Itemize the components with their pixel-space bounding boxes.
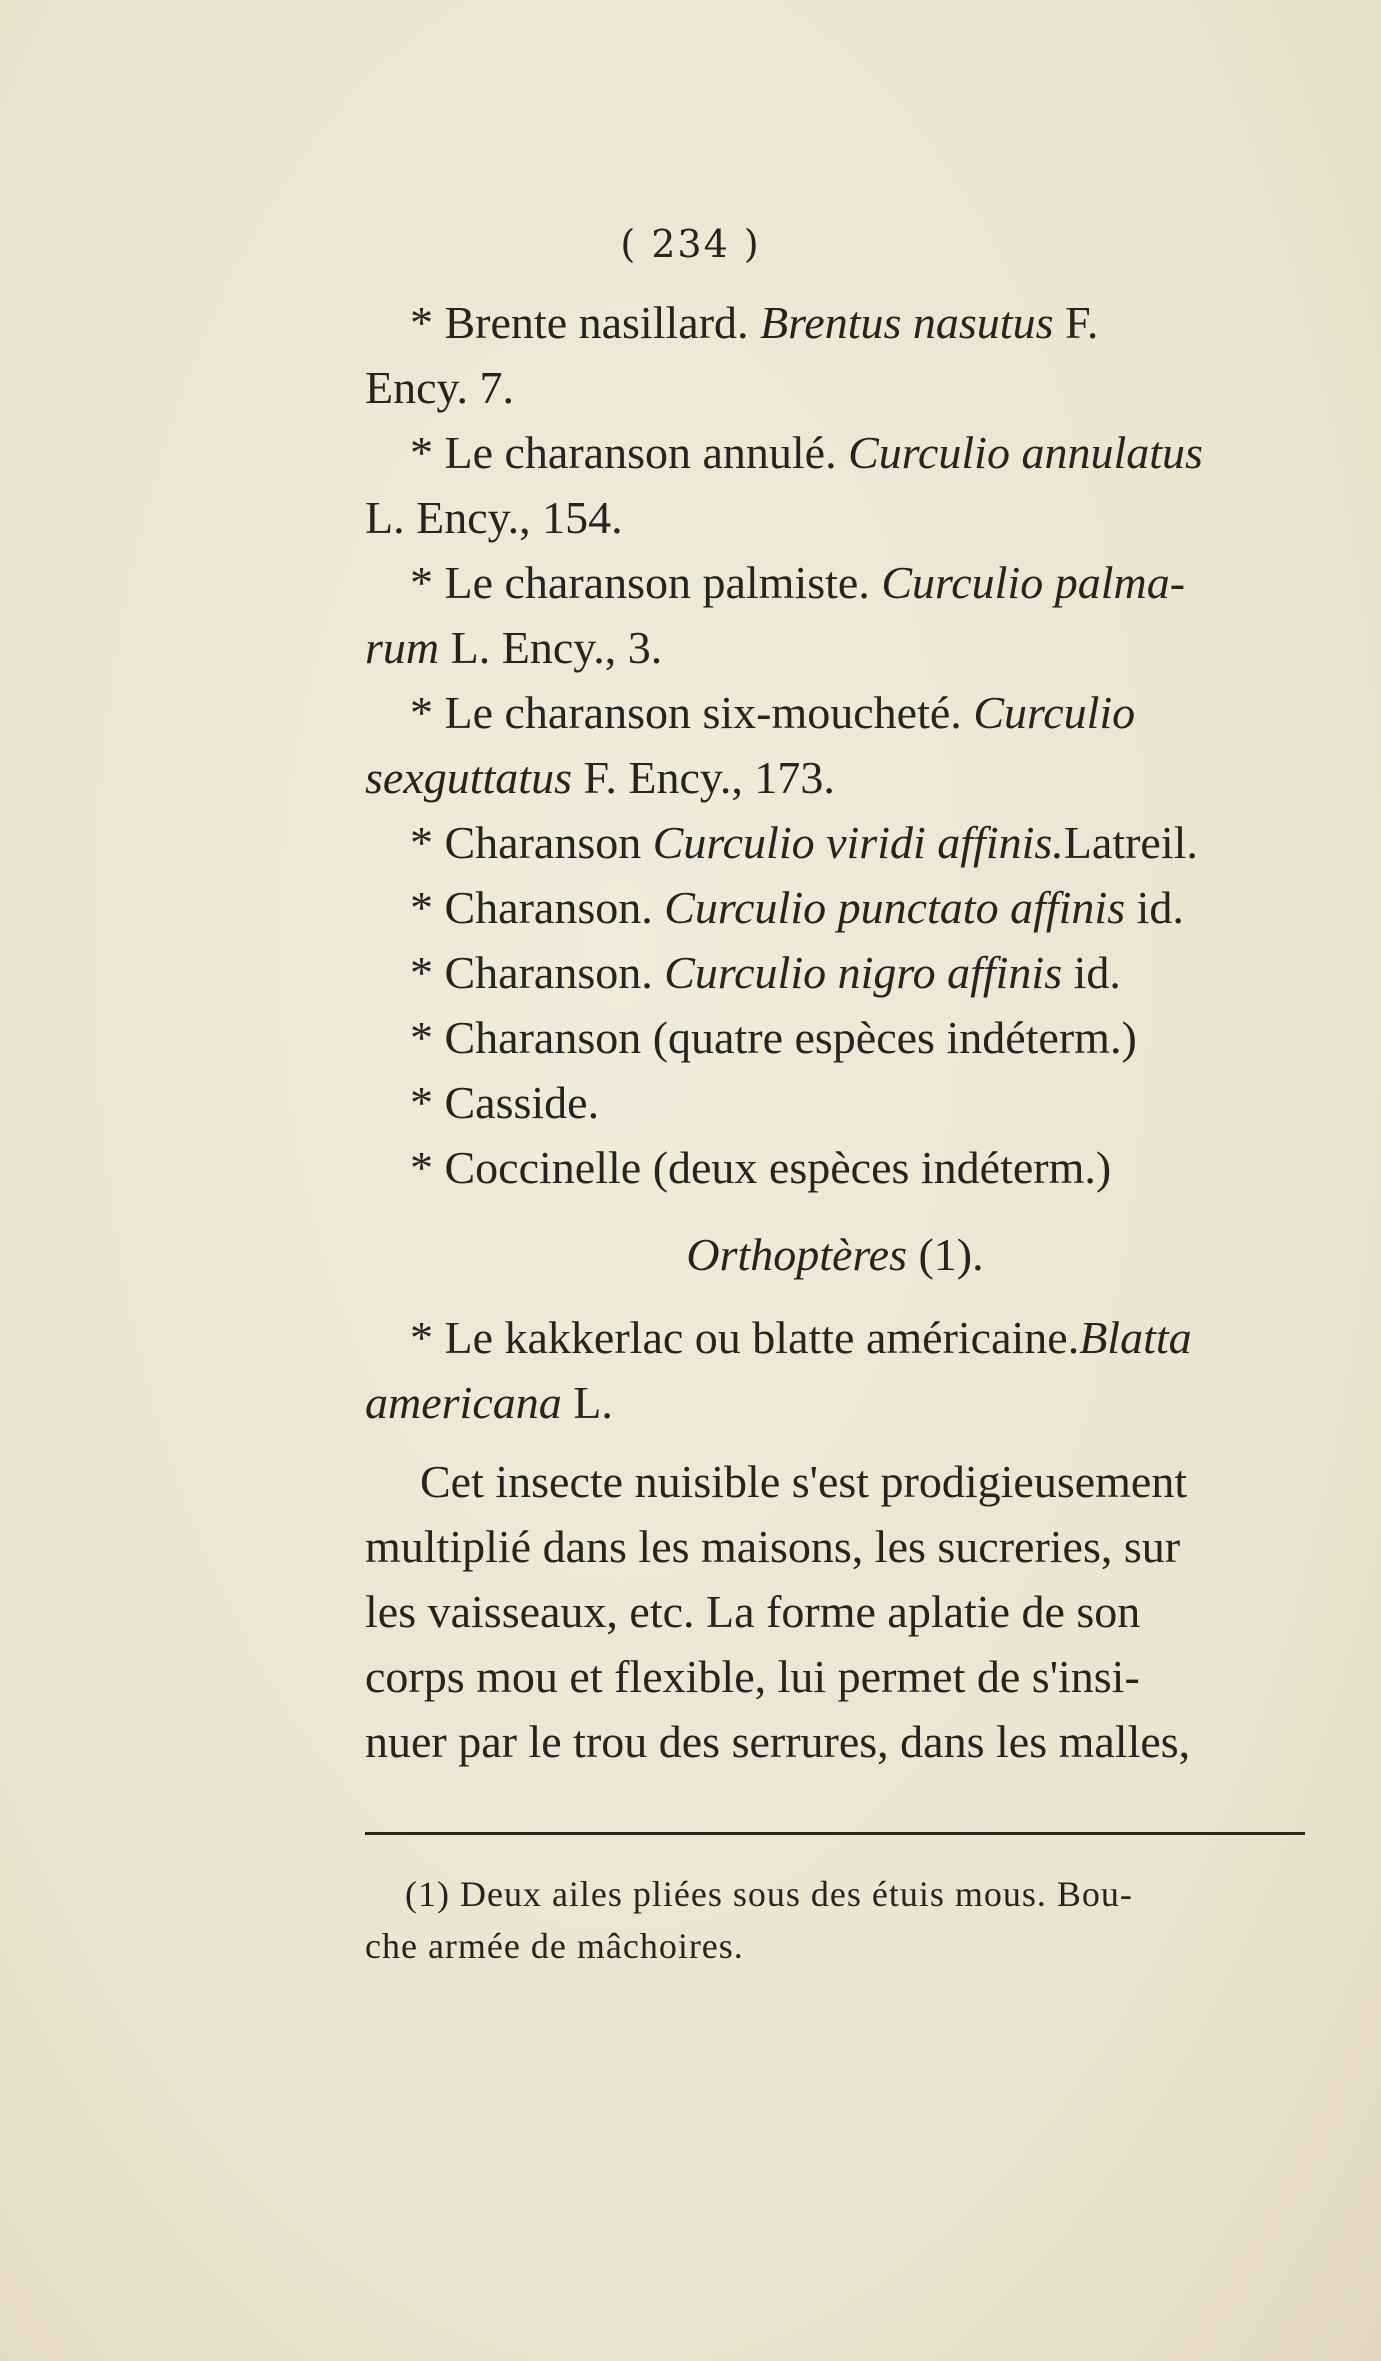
latin-name: Blatta [1079, 1312, 1192, 1363]
entry-text: * Charanson [410, 817, 642, 868]
latin-name: sexguttatus [365, 752, 572, 803]
entry-suffix: F. [1065, 297, 1099, 348]
main-text [365, 290, 1305, 1774]
entry-line [365, 290, 1305, 355]
entry-suffix: id. [1073, 947, 1121, 998]
footnote-reference: (1). [918, 1229, 984, 1280]
paragraph-line: corps mou et flexible, lui permet de s'insi- [365, 1651, 1140, 1702]
entry-line [365, 875, 1305, 940]
entry-suffix: L. [573, 1377, 613, 1428]
entry-suffix: id. [1136, 882, 1184, 933]
latin-name: Curculio nigro affinis [664, 947, 1063, 998]
entry-reference: L. Ency., 154. [365, 492, 623, 543]
entry-line [365, 745, 1305, 810]
entry-line [365, 1305, 1305, 1370]
footnote-line: (1) Deux ailes pliées sous des étuis mous. Bou- [405, 1874, 1133, 1914]
entry-line [365, 680, 1305, 745]
latin-name: Curculio annulatus [848, 427, 1203, 478]
entry-line [365, 420, 1305, 485]
paragraph-line: Cet insecte nuisible s'est prodigieusement [420, 1456, 1188, 1507]
entry-text: * Charanson. [410, 882, 653, 933]
entry-line [365, 1005, 1305, 1070]
footnote-divider [365, 1832, 1305, 1835]
page-number: ( 234 ) [620, 222, 761, 266]
latin-name: Brentus nasutus [760, 297, 1054, 348]
latin-name: Curculio [973, 687, 1136, 738]
entry-line [365, 1135, 1305, 1200]
entry-text: * Charanson. [410, 947, 653, 998]
entry-line [365, 1370, 1305, 1435]
entry-reference: F. Ency., 173. [583, 752, 835, 803]
entry-line [365, 1070, 1305, 1135]
latin-name: Curculio palma- [881, 557, 1186, 608]
latin-name: rum [365, 622, 440, 673]
entry-line [365, 485, 1305, 550]
entry-line [365, 355, 1305, 420]
entry-line [365, 810, 1305, 875]
entry-reference: L. Ency., 3. [450, 622, 663, 673]
entry-reference: Ency. 7. [365, 362, 515, 413]
entry-text: * Casside. [410, 1077, 600, 1128]
footnote-line: che armée de mâchoires. [365, 1926, 744, 1966]
entry-line [365, 615, 1305, 680]
paragraph-line: multiplié dans les maisons, les sucreries, sur [365, 1521, 1181, 1572]
entry-text: * Charanson (quatre espèces indéterm.) [410, 1012, 1137, 1063]
entry-text: * Le charanson six-moucheté. [410, 687, 962, 738]
entry-text: * Le kakkerlac ou blatte américaine. [410, 1312, 1080, 1363]
entry-line [365, 940, 1305, 1005]
section-title-text: Orthoptères [686, 1229, 907, 1280]
entry-text: * Coccinelle (deux espèces indéterm.) [410, 1142, 1112, 1193]
entry-text: * Brente nasillard. [410, 297, 749, 348]
latin-name: Curculio punctato affinis [664, 882, 1126, 933]
entry-text: * Le charanson palmiste. [410, 557, 870, 608]
entry-line [365, 550, 1305, 615]
section-title [365, 1222, 1305, 1287]
footnote [365, 1868, 1305, 1972]
paragraph-line: les vaisseaux, etc. La forme aplatie de son [365, 1586, 1141, 1637]
latin-name: Curculio viridi affinis. [652, 817, 1064, 868]
entry-suffix: Latreil. [1063, 817, 1198, 868]
latin-name: americana [365, 1377, 562, 1428]
paragraph-line: nuer par le trou des serrures, dans les malles, [365, 1716, 1191, 1767]
entry-text: * Le charanson annulé. [410, 427, 837, 478]
